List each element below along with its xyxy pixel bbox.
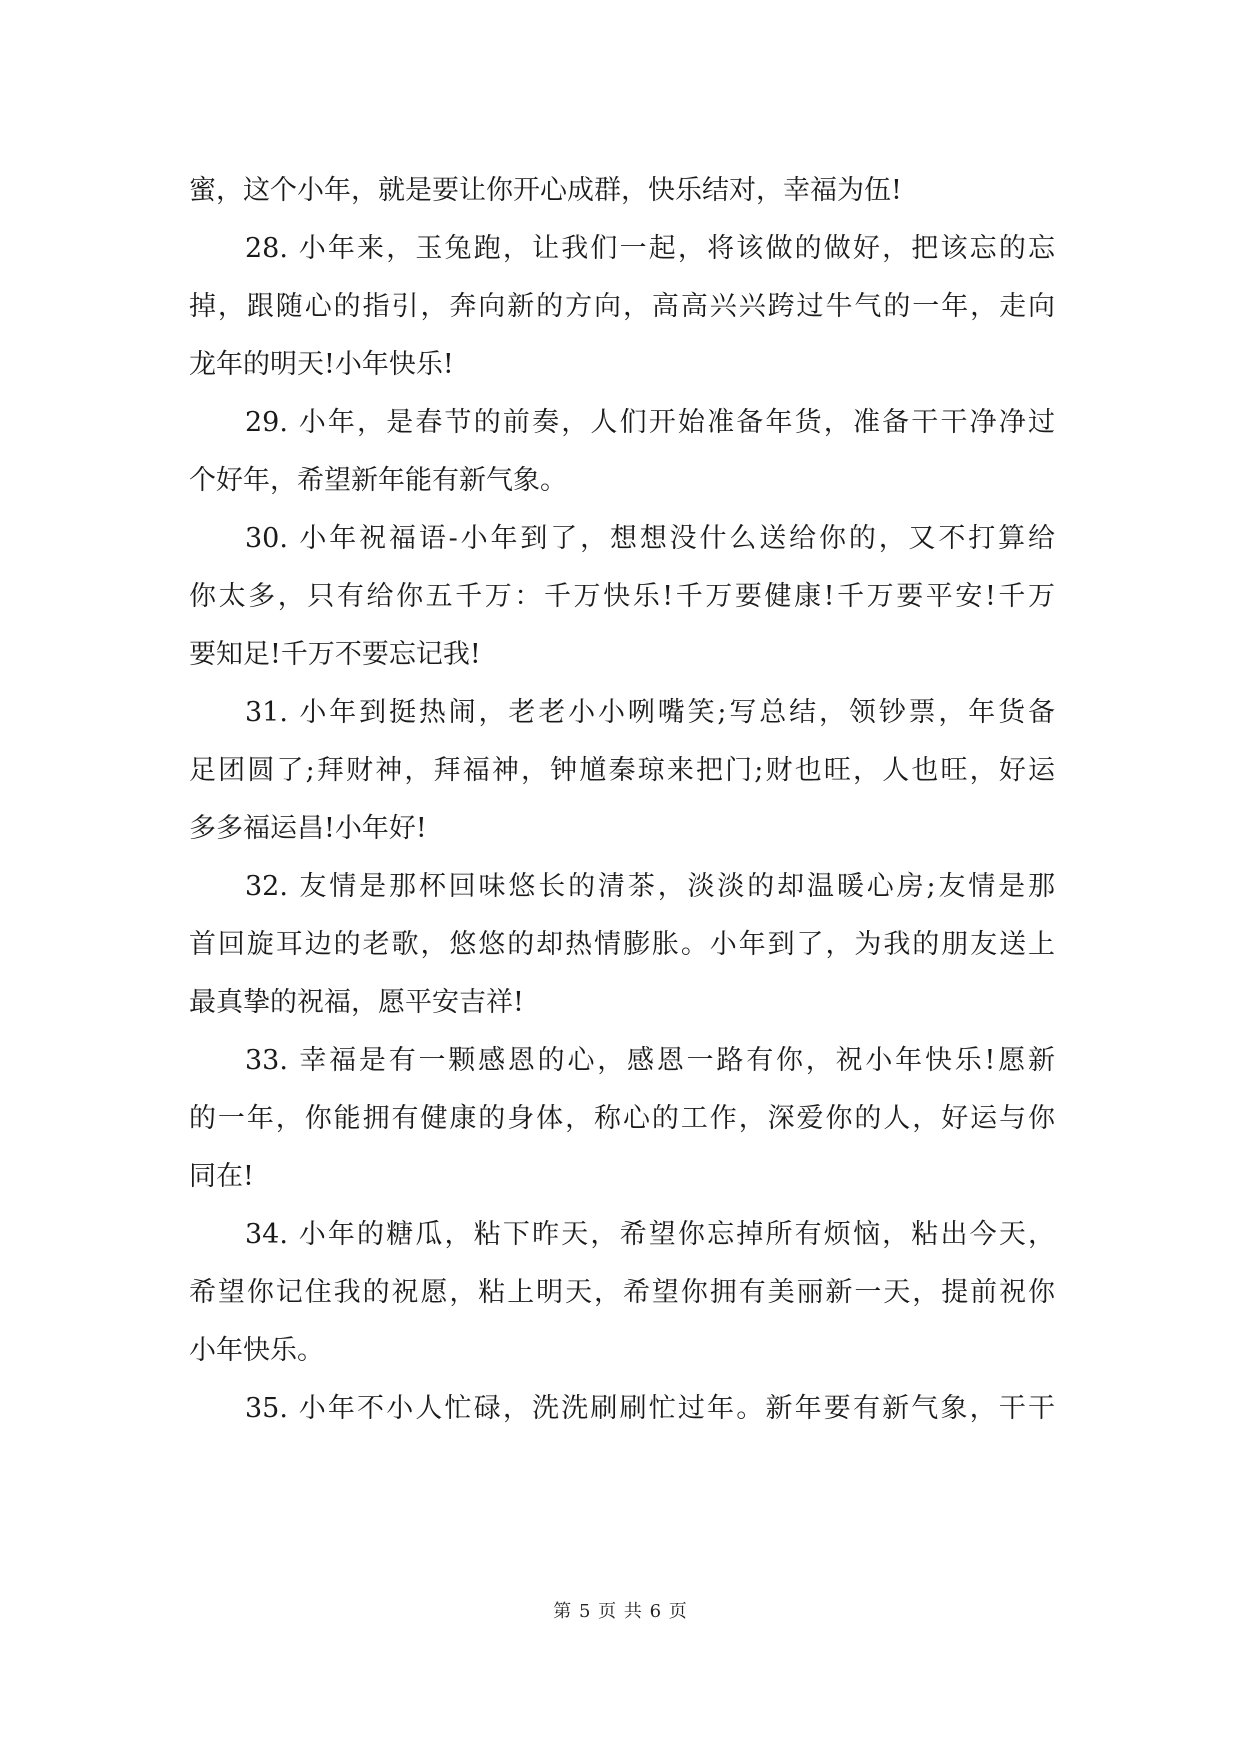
paragraph-first-line: 28. 小年来，玉兔跑，让我们一起，将该做的做好，把该忘的忘: [245, 233, 1055, 264]
paragraph-first-line: 31. 小年到挺热闹，老老小小咧嘴笑;写总结，领钞票，年货备: [245, 697, 1055, 728]
paragraph-line: 最真挚的祝福，愿平安吉祥!: [189, 987, 524, 1018]
paragraph-line: 同在!: [189, 1161, 254, 1192]
paragraph-first-line: 30. 小年祝福语-小年到了，想想没什么送给你的，又不打算给: [245, 523, 1055, 554]
paragraph-line: 希望你记住我的祝愿，粘上明天，希望你拥有美丽新一天，提前祝你: [189, 1277, 1055, 1308]
paragraph-first-line: 35. 小年不小人忙碌，洗洗刷刷忙过年。新年要有新气象，干干: [245, 1393, 1055, 1424]
paragraph-first-line: 33. 幸福是有一颗感恩的心，感恩一路有你，祝小年快乐!愿新: [245, 1045, 1055, 1076]
paragraph-first-line: 32. 友情是那杯回味悠长的清茶，淡淡的却温暖心房;友情是那: [245, 871, 1055, 902]
paragraph-line: 首回旋耳边的老歌，悠悠的却热情膨胀。小年到了，为我的朋友送上: [189, 929, 1055, 960]
paragraph-line: 个好年，希望新年能有新气象。: [189, 465, 567, 496]
paragraph-first-line: 34. 小年的糖瓜，粘下昨天，希望你忘掉所有烦恼，粘出今天，: [245, 1219, 1055, 1250]
paragraph-line: 你太多，只有给你五千万：千万快乐!千万要健康!千万要平安!千万: [189, 581, 1055, 612]
paragraph-line: 的一年，你能拥有健康的身体，称心的工作，深爱你的人，好运与你: [189, 1103, 1055, 1134]
paragraph-line: 小年快乐。: [189, 1335, 324, 1366]
paragraph-line: 蜜，这个小年，就是要让你开心成群，快乐结对，幸福为伍!: [189, 175, 902, 206]
paragraph-line: 龙年的明天!小年快乐!: [189, 349, 454, 380]
paragraph-line: 要知足!千万不要忘记我!: [189, 639, 481, 670]
paragraph-line: 掉，跟随心的指引，奔向新的方向，高高兴兴跨过牛气的一年，走向: [189, 291, 1055, 322]
document-body: [189, 162, 1055, 1438]
page-footer: 第 5 页 共 6 页: [553, 1601, 688, 1622]
paragraph-line: 足团圆了;拜财神，拜福神，钟馗秦琼来把门;财也旺，人也旺，好运: [189, 755, 1055, 786]
paragraph-line: 多多福运昌!小年好!: [189, 813, 427, 844]
paragraph-first-line: 29. 小年，是春节的前奏，人们开始准备年货，准备干干净净过: [245, 407, 1055, 438]
